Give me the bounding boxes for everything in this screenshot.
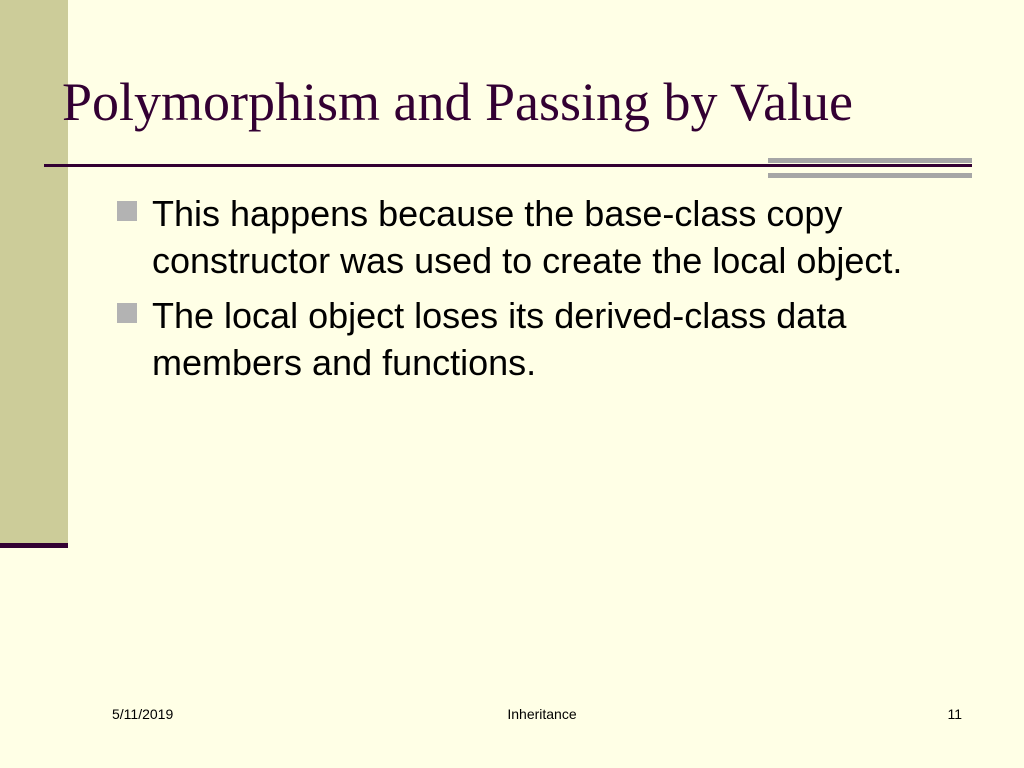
left-decorative-band xyxy=(0,0,68,545)
bullet-item-1 xyxy=(112,190,972,284)
left-band-foot-line xyxy=(0,543,68,548)
bullet-list xyxy=(112,190,972,394)
bullet-text-1: This happens because the base-class copy constructor was used to create the local object. xyxy=(152,193,903,281)
bullet-item-2 xyxy=(112,292,972,386)
footer-date: 5/11/2019 xyxy=(112,706,174,722)
title-underline-rule xyxy=(44,164,972,167)
slide-number: 11 xyxy=(947,706,962,722)
square-bullet-icon xyxy=(117,201,137,221)
slide-title: Polymorphism and Passing by Value xyxy=(62,72,854,132)
bullet-text-2: The local object loses its derived-class data members and functions. xyxy=(152,295,847,383)
square-bullet-icon xyxy=(117,303,137,323)
accent-bar-bottom xyxy=(768,173,972,178)
accent-bar-top xyxy=(768,158,972,163)
footer-title: Inheritance xyxy=(507,706,577,722)
